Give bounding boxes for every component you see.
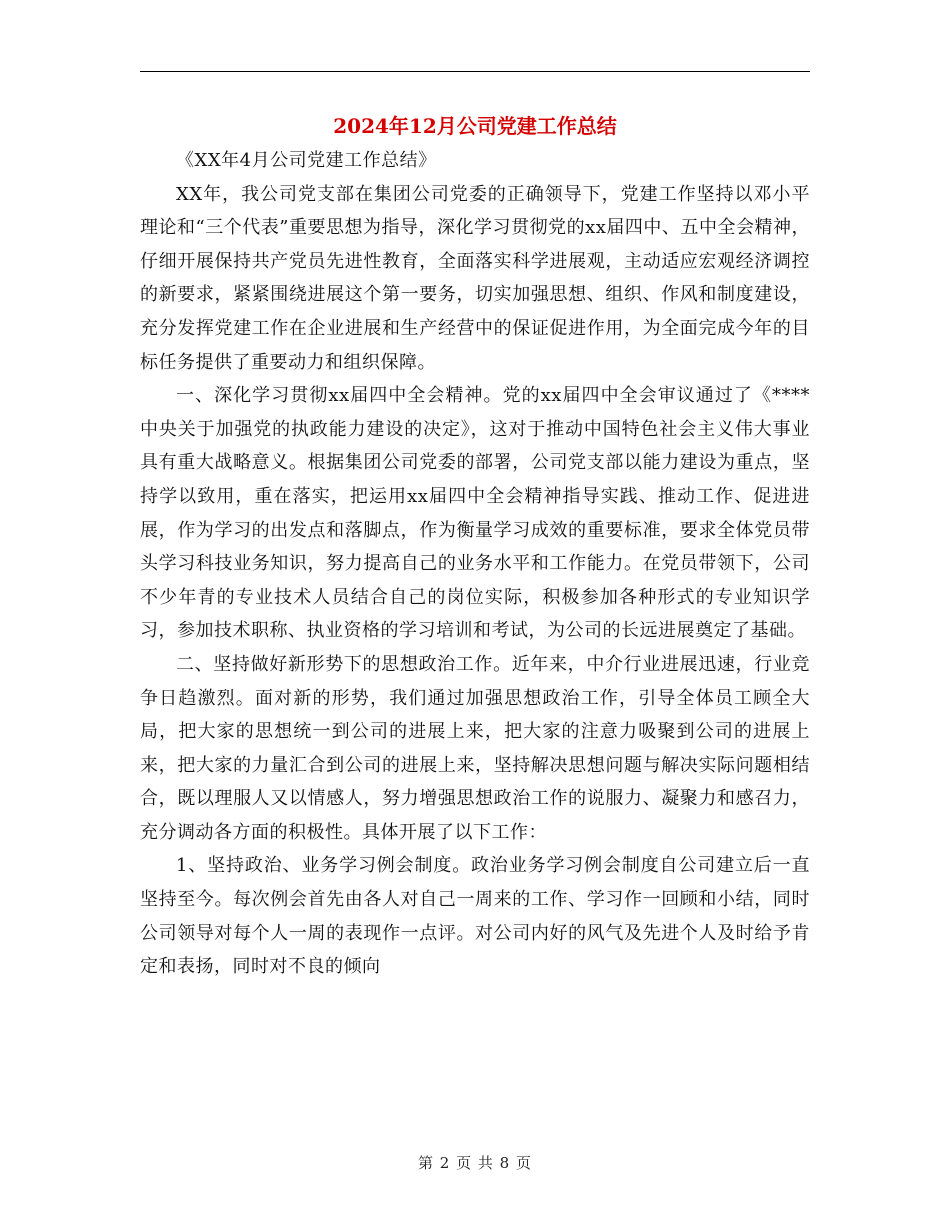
paragraph-subtitle: 《XX年4月公司党建工作总结》 [176,150,437,171]
paragraph-section-two: 二、坚持做好新形势下的思想政治工作。近年来，中介行业进展迅速，行业竞争日趋激烈。面对新的形势，我们通过加强思想政治工作，引导全体员工顾全大局，把大家的思想统一到公司的进展上来，把大家的注意力吸聚到公司的进展上来，把大家的力量汇合到公司的进展上来，坚持解决思想问题与解决实际问题相结合，既以理服人又以情感人，努力增强思想政治工作的说服力、凝聚力和感召力，充分调动各方面的积极性。具体开展了以下工作： [140,653,810,843]
paragraph-section-one: 一、深化学习贯彻xx届四中全会精神。党的xx届四中全会审议通过了《****中央关于加强党的执政能力建设的决定》，这对于推动中国特色社会主义伟大事业具有重大战略意义。根据集团公司党委的部署，公司党支部以能力建设为重点，坚持学以致用，重在落实，把运用xx届四中全会精神指导实践、推动工作、促进进展，作为学习的出发点和落脚点，作为衡量学习成效的重要标准，要求全体党员带头学习科技业务知识，努力提高自己的业务水平和工作能力。在党员带领下，公司不少年青的专业技术人员结合自己的岗位实际，积极参加各种形式的专业知识学习，参加技术职称、执业资格的学习培训和考试，为公司的长远进展奠定了基础。 [140,385,810,642]
document-title: 2024年12月公司党建工作总结 [333,114,617,138]
paragraph-item-one: 1、坚持政治、业务学习例会制度。政治业务学习例会制度自公司建立后一直坚持至今。每次例会首先由各人对自己一周来的工作、学习作一回顾和小结，同时公司领导对每个人一周的表现作一点评。对公司内好的风气及先进个人及时给予肯定和表扬，同时对不良的倾向 [140,855,810,978]
page-number: 第 2 页 共 8 页 [418,1154,532,1172]
document-body [140,144,810,984]
header-rule [140,71,810,72]
paragraph-intro: XX年，我公司党支部在集团公司党委的正确领导下，党建工作坚持以邓小平理论和“三个代表”重要思想为指导，深化学习贯彻党的xx届四中、五中全会精神，仔细开展保持共产党员先进性教育，全面落实科学进展观，主动适应宏观经济调控的新要求，紧紧围绕进展这个第一要务，切实加强思想、组织、作风和制度建设，充分发挥党建工作在企业进展和生产经营中的保证促进作用，为全面完成今年的目标任务提供了重要动力和组织保障。 [140,183,810,373]
